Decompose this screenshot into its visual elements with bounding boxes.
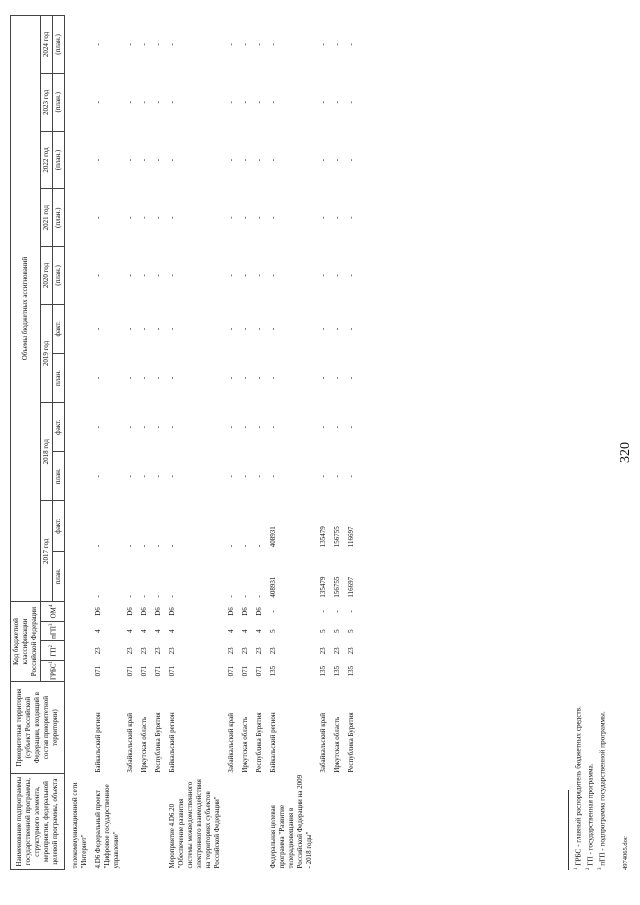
grbs-cell: 071: [154, 665, 162, 677]
territory-cell: Байкальский регион: [269, 712, 277, 773]
value-cell: -: [154, 426, 162, 429]
value-cell: -: [333, 426, 341, 429]
om-cell: -: [319, 610, 327, 613]
gp-cell: 23: [140, 647, 148, 655]
plan-2017-cell: -: [241, 595, 249, 598]
om-cell: D6: [94, 607, 102, 616]
table-row: [331, 16, 345, 870]
table-row: [253, 16, 267, 870]
value-cell: -: [255, 426, 263, 429]
budget-table: [10, 15, 359, 870]
value-cell: -: [333, 376, 341, 380]
plan-2017-cell: 135479: [319, 576, 327, 598]
om-cell: D6: [255, 607, 263, 616]
grbs-cell: 071: [255, 665, 263, 677]
value-cell: -: [255, 475, 263, 478]
gp-cell: 23: [333, 647, 341, 655]
value-cell: -: [319, 274, 327, 277]
om-cell: D6: [227, 607, 235, 616]
fact-2017-cell: 135479: [319, 526, 327, 548]
grbs-cell: [65, 661, 93, 682]
plan-2017-cell: 116697: [347, 576, 355, 598]
value-cell: -: [168, 216, 176, 219]
pgp-cell: 4: [154, 629, 162, 633]
value-cell: -: [94, 426, 102, 429]
value-cell: -: [168, 158, 176, 162]
om-cell: D6: [126, 607, 134, 616]
footnote-rule: [568, 790, 569, 870]
value-cell: -: [126, 376, 134, 380]
pgp-cell: 5: [347, 629, 355, 633]
om-cell: D6: [154, 607, 162, 616]
value-cell: -: [255, 274, 263, 277]
value-cell: -: [319, 101, 327, 104]
grbs-cell: 135: [319, 665, 327, 677]
pgp-cell: 4: [241, 629, 249, 633]
value-cell: -: [227, 216, 235, 219]
value-cell: [65, 403, 93, 452]
grbs-cell: 071: [241, 665, 249, 677]
value-cell: -: [333, 158, 341, 162]
territory-cell: Байкальский регион: [168, 712, 176, 773]
value-cell: [65, 247, 93, 305]
row-name-cell: [331, 774, 345, 870]
grbs-cell: 071: [168, 665, 176, 677]
territory-cell: Забайкальский край: [227, 712, 235, 773]
value-cell: -: [255, 216, 263, 219]
table-row: [317, 16, 331, 870]
pgp-cell: [65, 621, 93, 641]
value-cell: -: [269, 475, 277, 478]
value-cell: -: [319, 158, 327, 162]
table-row: [138, 16, 152, 870]
value-cell: -: [126, 43, 134, 46]
grbs-cell: 071: [126, 665, 134, 677]
header-fact: факт.: [53, 304, 65, 353]
row-name-cell: [345, 774, 359, 870]
value-cell: [65, 131, 93, 189]
fact-2017-cell: -: [241, 544, 249, 548]
territory-cell: Иркутская область: [241, 716, 249, 773]
fact-2017-cell: -: [255, 544, 263, 548]
grbs-cell: 135: [269, 665, 277, 677]
header-plan: план.: [53, 452, 65, 501]
fact-2017-cell: 408931: [269, 526, 277, 548]
fact-2017-cell: 116697: [347, 526, 355, 548]
value-cell: -: [227, 327, 235, 331]
footnote-1: $^1$ ГРБС - главный распорядитель бюджетных средств.: [574, 706, 583, 870]
pgp-cell: 4: [168, 629, 176, 633]
grbs-cell: 071: [227, 665, 235, 677]
value-cell: -: [227, 426, 235, 429]
value-cell: -: [168, 426, 176, 429]
om-cell: -: [347, 610, 355, 613]
value-cell: -: [168, 475, 176, 478]
row-name-cell: телекоммуникационной сети "Интернет": [71, 782, 88, 869]
table-row: [152, 16, 166, 870]
header-name: Наименование подпрограммы государственной программы, структурного элемента, мероприятия, федеральной целевой программы, объекта: [11, 774, 65, 870]
header-fact: факт.: [53, 403, 65, 452]
header-plan-paren: (план.): [53, 16, 65, 74]
value-cell: -: [255, 43, 263, 46]
territory-cell: Республика Бурятия: [255, 712, 263, 773]
row-name-cell: [124, 774, 138, 870]
plan-2017-cell: -: [168, 595, 176, 598]
fact-2017-cell: -: [140, 544, 148, 548]
header-year-2020: 2020 год: [41, 247, 53, 305]
header-fact: факт.: [53, 501, 65, 551]
om-cell: -: [269, 610, 277, 613]
value-cell: -: [319, 475, 327, 478]
value-cell: -: [269, 216, 277, 219]
plan-2017-cell: -: [126, 595, 134, 598]
footnote-2: $^2$ ГП - государственная программа.: [585, 763, 595, 870]
header-year-2024: 2024 год: [41, 16, 53, 74]
value-cell: -: [241, 216, 249, 219]
gp-cell: [65, 641, 93, 661]
grbs-cell: 135: [347, 665, 355, 677]
value-cell: -: [347, 43, 355, 46]
value-cell: -: [269, 158, 277, 162]
row-name-cell: [138, 774, 152, 870]
value-cell: -: [333, 101, 341, 104]
table-row: [345, 16, 359, 870]
row-name-cell: [152, 774, 166, 870]
value-cell: -: [347, 376, 355, 380]
value-cell: -: [140, 475, 148, 478]
value-cell: -: [319, 216, 327, 219]
table-row: [65, 16, 93, 870]
value-cell: -: [241, 101, 249, 104]
pgp-cell: 5: [319, 629, 327, 633]
grbs-cell: 071: [94, 665, 102, 677]
territory-cell: Республика Бурятия: [347, 712, 355, 773]
row-name-cell: [225, 774, 239, 870]
plan-2017-cell: -: [227, 595, 235, 598]
pgp-cell: 4: [255, 629, 263, 633]
value-cell: -: [126, 274, 134, 277]
pgp-cell: 4: [227, 629, 235, 633]
value-cell: -: [241, 475, 249, 478]
grbs-cell: 135: [333, 665, 341, 677]
value-cell: -: [269, 426, 277, 429]
header-year-2022: 2022 год: [41, 131, 53, 189]
value-cell: -: [168, 101, 176, 104]
gp-cell: 23: [126, 647, 134, 655]
value-cell: -: [126, 426, 134, 429]
pgp-cell: 5: [333, 629, 341, 633]
fact-2017-cell: 156755: [333, 526, 341, 548]
fact-2017-cell: -: [154, 544, 162, 548]
value-cell: [65, 73, 93, 131]
value-cell: -: [140, 43, 148, 46]
om-cell: D6: [140, 607, 148, 616]
value-cell: -: [241, 327, 249, 331]
value-cell: -: [241, 43, 249, 46]
value-cell: -: [347, 475, 355, 478]
value-cell: -: [94, 101, 102, 104]
value-cell: -: [227, 475, 235, 478]
header-plan-paren: (план.): [53, 131, 65, 189]
om-cell: [65, 602, 93, 622]
value-cell: -: [241, 274, 249, 277]
value-cell: [65, 353, 93, 402]
header-volumes: Объемы бюджетных ассигнований: [11, 16, 41, 602]
plan-2017-cell: -: [255, 595, 263, 598]
value-cell: -: [94, 376, 102, 380]
value-cell: -: [126, 158, 134, 162]
fact-2017-cell: -: [126, 544, 134, 548]
gp-cell: 23: [168, 647, 176, 655]
value-cell: -: [269, 274, 277, 277]
fact-2017-cell: -: [227, 544, 235, 548]
value-cell: -: [154, 376, 162, 380]
header-gp: $ГП^2$: [41, 641, 65, 661]
gp-cell: 23: [255, 647, 263, 655]
value-cell: [65, 304, 93, 353]
table-row: [124, 16, 138, 870]
header-grbs: ГРБС$^1$: [41, 661, 65, 682]
footnote-3: $^3$ пГП - подпрограмма государственной программы.: [597, 711, 607, 870]
territory-cell: Байкальский регион: [94, 712, 102, 773]
value-cell: -: [255, 376, 263, 380]
table-row: [92, 16, 124, 870]
territory-cell: [65, 682, 93, 774]
om-cell: -: [333, 610, 341, 613]
table-body: [65, 16, 360, 870]
value-cell: -: [94, 216, 102, 219]
value-cell: -: [154, 327, 162, 331]
territory-cell: Иркутская область: [140, 716, 148, 773]
gp-cell: 23: [269, 647, 277, 655]
header-plan: план.: [53, 551, 65, 601]
value-cell: -: [94, 274, 102, 277]
value-cell: -: [227, 43, 235, 46]
fact-2017-cell: [65, 501, 93, 551]
grbs-cell: 071: [140, 665, 148, 677]
header-plan-paren: (план.): [53, 189, 65, 247]
header-year-2019: 2019 год: [41, 304, 53, 402]
pgp-cell: 5: [269, 629, 277, 633]
value-cell: -: [269, 376, 277, 380]
header-om: $ОМ^4$: [41, 602, 65, 622]
value-cell: -: [140, 274, 148, 277]
header-year-2017: 2017 год: [41, 501, 53, 602]
plan-2017-cell: 408931: [269, 576, 277, 598]
value-cell: -: [347, 426, 355, 429]
territory-cell: Забайкальский край: [319, 712, 327, 773]
value-cell: -: [255, 327, 263, 331]
value-cell: -: [154, 274, 162, 277]
territory-cell: Иркутская область: [333, 716, 341, 773]
value-cell: -: [94, 327, 102, 331]
value-cell: -: [269, 101, 277, 104]
value-cell: -: [154, 43, 162, 46]
pgp-cell: 4: [140, 629, 148, 633]
fact-2017-cell: -: [94, 544, 102, 548]
value-cell: -: [168, 376, 176, 380]
value-cell: -: [154, 101, 162, 104]
value-cell: -: [333, 327, 341, 331]
document-id: 4974065.doc: [622, 836, 629, 870]
value-cell: -: [140, 327, 148, 331]
value-cell: -: [154, 158, 162, 162]
value-cell: -: [168, 274, 176, 277]
value-cell: -: [347, 101, 355, 104]
value-cell: [65, 452, 93, 501]
pgp-cell: 4: [126, 629, 134, 633]
value-cell: -: [140, 376, 148, 380]
value-cell: -: [227, 376, 235, 380]
value-cell: -: [333, 216, 341, 219]
value-cell: -: [94, 475, 102, 478]
value-cell: -: [319, 426, 327, 429]
header-plan-paren: (план.): [53, 73, 65, 131]
om-cell: D6: [241, 607, 249, 616]
gp-cell: 23: [319, 647, 327, 655]
gp-cell: 23: [227, 647, 235, 655]
value-cell: -: [227, 274, 235, 277]
fact-2017-cell: -: [168, 544, 176, 548]
value-cell: -: [347, 327, 355, 331]
row-name-cell: [239, 774, 253, 870]
gp-cell: 23: [94, 647, 102, 655]
table-row: [267, 16, 317, 870]
territory-cell: Забайкальский край: [126, 712, 134, 773]
value-cell: -: [241, 376, 249, 380]
table-row: [239, 16, 253, 870]
header-budget-code: Код бюджетной классификации Российской Федерации: [11, 602, 41, 682]
territory-cell: Республика Бурятия: [154, 712, 162, 773]
value-cell: -: [319, 376, 327, 380]
value-cell: -: [269, 327, 277, 331]
value-cell: -: [94, 43, 102, 46]
om-cell: D6: [168, 607, 176, 616]
value-cell: -: [347, 158, 355, 162]
plan-2017-cell: [65, 551, 93, 601]
value-cell: -: [333, 475, 341, 478]
value-cell: -: [168, 43, 176, 46]
plan-2017-cell: 156755: [333, 576, 341, 598]
page-number: 320: [618, 442, 633, 463]
row-name-cell: [253, 774, 267, 870]
footnotes: [568, 706, 608, 870]
value-cell: -: [347, 274, 355, 277]
gp-cell: 23: [154, 647, 162, 655]
header-plan-paren: (план.): [53, 247, 65, 305]
plan-2017-cell: -: [154, 595, 162, 598]
header-year-2021: 2021 год: [41, 189, 53, 247]
value-cell: -: [255, 158, 263, 162]
value-cell: -: [140, 426, 148, 429]
value-cell: -: [140, 158, 148, 162]
value-cell: -: [255, 101, 263, 104]
header-territory: Приоритетная территория (субъект Российской Федерации, входящий в состав приоритетной территории): [11, 682, 65, 774]
value-cell: -: [227, 101, 235, 104]
header-year-2023: 2023 год: [41, 73, 53, 131]
row-name-cell: 4.D6 Федеральный проект "Цифровое государственное управление": [94, 784, 120, 869]
row-name-cell: [317, 774, 331, 870]
table-row: [166, 16, 225, 870]
table-row: [225, 16, 239, 870]
plan-2017-cell: -: [94, 595, 102, 598]
header-year-2018: 2018 год: [41, 403, 53, 501]
value-cell: [65, 189, 93, 247]
row-name-cell: Федеральная целевая программа "Развитие телерадиовещания в Российской Федерации на 2009 - 2018 годы": [269, 774, 313, 869]
gp-cell: 23: [347, 647, 355, 655]
plan-2017-cell: -: [140, 595, 148, 598]
value-cell: -: [140, 101, 148, 104]
value-cell: -: [126, 101, 134, 104]
row-name-cell: Мероприятие 4.D6.20 "Обеспечение развития системы межведомственного электронного взаимодействия на территориях субъектов Российской Федерации": [168, 779, 221, 869]
header-pgp: пГП$^3$: [41, 621, 65, 641]
value-cell: -: [227, 158, 235, 162]
value-cell: -: [126, 216, 134, 219]
value-cell: -: [154, 475, 162, 478]
value-cell: -: [241, 426, 249, 429]
value-cell: -: [126, 475, 134, 478]
value-cell: -: [154, 216, 162, 219]
gp-cell: 23: [241, 647, 249, 655]
value-cell: -: [319, 43, 327, 46]
value-cell: -: [333, 43, 341, 46]
value-cell: -: [347, 216, 355, 219]
value-cell: -: [241, 158, 249, 162]
header-plan: план.: [53, 353, 65, 402]
value-cell: -: [168, 327, 176, 331]
value-cell: -: [140, 216, 148, 219]
value-cell: -: [126, 327, 134, 331]
value-cell: -: [319, 327, 327, 331]
value-cell: -: [94, 158, 102, 162]
pgp-cell: 4: [94, 629, 102, 633]
value-cell: [65, 16, 93, 74]
value-cell: -: [333, 274, 341, 277]
value-cell: -: [269, 43, 277, 46]
